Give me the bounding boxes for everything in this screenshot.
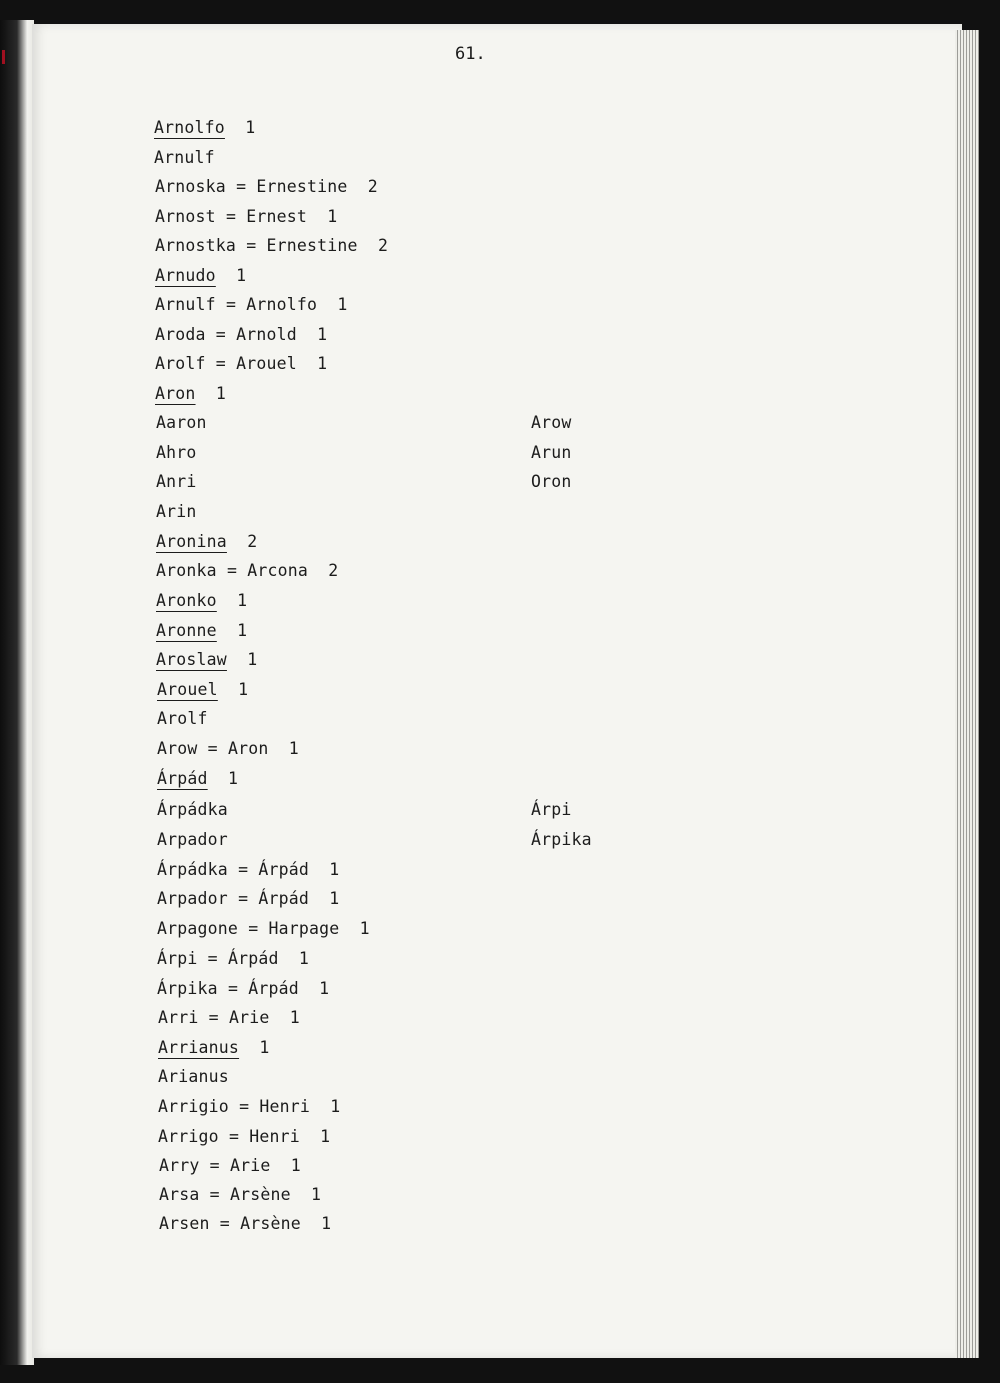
entry-name: Arin <box>156 502 197 521</box>
page-number: 61. <box>455 44 486 64</box>
entry-reference: 1 <box>226 650 258 669</box>
entry-name: Arpagone <box>157 919 239 938</box>
list-item <box>154 118 255 138</box>
entry-reference: = Arie 1 <box>199 1156 301 1175</box>
entry-name: Arolf <box>155 354 206 373</box>
entry-name: Arolf <box>157 709 208 728</box>
list-item <box>155 266 246 286</box>
page-stack-edges <box>955 30 979 1358</box>
list-item <box>159 1214 331 1234</box>
entry-name: Arpador <box>157 889 228 908</box>
entry-name: Arnudo <box>155 266 216 285</box>
list-item <box>157 680 248 700</box>
book-spine <box>0 20 34 1365</box>
entry-name: Aroslaw <box>156 650 227 669</box>
entry-name: Arnulf <box>155 295 216 314</box>
entry-reference: = Aron 1 <box>197 739 299 758</box>
entry-reference: = Ernestine 2 <box>225 177 378 196</box>
entry-name: Aaron <box>156 413 207 432</box>
list-item <box>158 1067 229 1087</box>
entry-name: Arri <box>158 1008 199 1027</box>
list-item <box>156 621 247 641</box>
entry-name: Árpika <box>157 979 218 998</box>
entry-name: Arow <box>157 739 198 758</box>
list-item <box>154 148 215 168</box>
entry-name: Arry <box>159 1156 200 1175</box>
entry-reference: = Harpage 1 <box>238 919 370 938</box>
list-item <box>157 800 228 820</box>
list-item <box>157 919 370 939</box>
entry-reference: 1 <box>216 591 248 610</box>
list-item <box>159 1185 321 1205</box>
entry-name: Aronko <box>156 591 217 610</box>
entry-name: Árpádka <box>157 800 228 819</box>
entry-name: Arouel <box>157 680 218 699</box>
list-item <box>157 709 208 729</box>
entry-reference: 1 <box>195 384 226 403</box>
entry-reference: = Arnold 1 <box>205 325 328 344</box>
entry-name: Aronka <box>156 561 217 580</box>
list-item <box>156 532 257 552</box>
list-item <box>156 413 207 433</box>
entry-name: Arpador <box>157 830 228 849</box>
entry-reference: 1 <box>217 680 249 699</box>
entry-name: Arsa <box>159 1185 200 1204</box>
entry-reference: = Ernest 1 <box>215 207 338 226</box>
entry-reference: = Arouel 1 <box>205 354 328 373</box>
list-item <box>155 384 226 404</box>
entry-name: Arnostka <box>155 236 237 255</box>
entry-reference: = Árpád 1 <box>227 860 340 879</box>
entry-reference: = Árpád 1 <box>227 889 340 908</box>
entry-reference: = Arnolfo 1 <box>215 295 348 314</box>
entry-name: Arnoska <box>155 177 226 196</box>
list-item <box>156 561 338 581</box>
entry-name: Ahro <box>156 443 197 462</box>
list-item <box>156 591 247 611</box>
entry-name: Árpádka <box>157 860 228 879</box>
list-item <box>157 949 309 969</box>
list-item <box>155 207 337 227</box>
list-item <box>156 472 197 492</box>
list-item <box>158 1038 269 1058</box>
entry-name: Aronina <box>156 532 227 551</box>
entry-name: Arnulf <box>154 148 215 167</box>
entry-name: Arrigio <box>158 1097 229 1116</box>
entry-name: Árpi <box>157 949 198 968</box>
variant-item: Árpi <box>531 800 572 819</box>
entry-reference: 1 <box>215 266 247 285</box>
list-item <box>158 1127 330 1147</box>
list-item <box>159 1156 301 1176</box>
list-item <box>155 295 348 315</box>
entry-name: Aron <box>155 384 196 403</box>
list-item <box>157 739 299 759</box>
variant-item: Arow <box>531 413 572 432</box>
variant-item: Árpika <box>531 830 592 849</box>
entry-name: Árpád <box>157 769 208 788</box>
list-item <box>157 830 228 850</box>
entry-name: Arrianus <box>158 1038 240 1057</box>
list-item <box>157 860 339 880</box>
list-item <box>156 650 257 670</box>
entry-reference: = Ernestine 2 <box>236 236 389 255</box>
entry-reference: 1 <box>224 118 256 137</box>
list-item <box>155 325 327 345</box>
entry-name: Aronne <box>156 621 217 640</box>
list-item <box>157 769 238 789</box>
entry-reference: = Henri 1 <box>228 1097 341 1116</box>
variant-item: Arun <box>531 443 572 462</box>
list-item <box>157 979 329 999</box>
entry-name: Arnolfo <box>154 118 225 137</box>
entry-name: Arrigo <box>158 1127 219 1146</box>
entry-reference: = Arsène 1 <box>199 1185 322 1204</box>
list-item <box>156 502 197 522</box>
entry-name: Arianus <box>158 1067 229 1086</box>
entry-reference: 1 <box>216 621 248 640</box>
variant-item: Oron <box>531 472 572 491</box>
list-item <box>158 1097 340 1117</box>
entry-reference: = Árpád 1 <box>197 949 310 968</box>
entry-name: Arsen <box>159 1214 210 1233</box>
entry-reference: 1 <box>207 769 239 788</box>
list-item <box>155 354 327 374</box>
list-item <box>156 443 197 463</box>
list-item <box>155 177 378 197</box>
entry-reference: 2 <box>226 532 258 551</box>
entry-name: Anri <box>156 472 197 491</box>
entry-reference: = Henri 1 <box>218 1127 331 1146</box>
entry-reference: = Árpád 1 <box>217 979 330 998</box>
entry-name: Arnost <box>155 207 216 226</box>
entry-reference: = Arcona 2 <box>216 561 339 580</box>
list-item <box>155 236 388 256</box>
entry-reference: 1 <box>239 1038 270 1057</box>
list-item <box>158 1008 300 1028</box>
entry-name: Aroda <box>155 325 206 344</box>
spine-marker <box>2 50 5 64</box>
list-item <box>157 889 339 909</box>
entry-reference: = Arie 1 <box>198 1008 300 1027</box>
entry-reference: = Arsène 1 <box>209 1214 332 1233</box>
